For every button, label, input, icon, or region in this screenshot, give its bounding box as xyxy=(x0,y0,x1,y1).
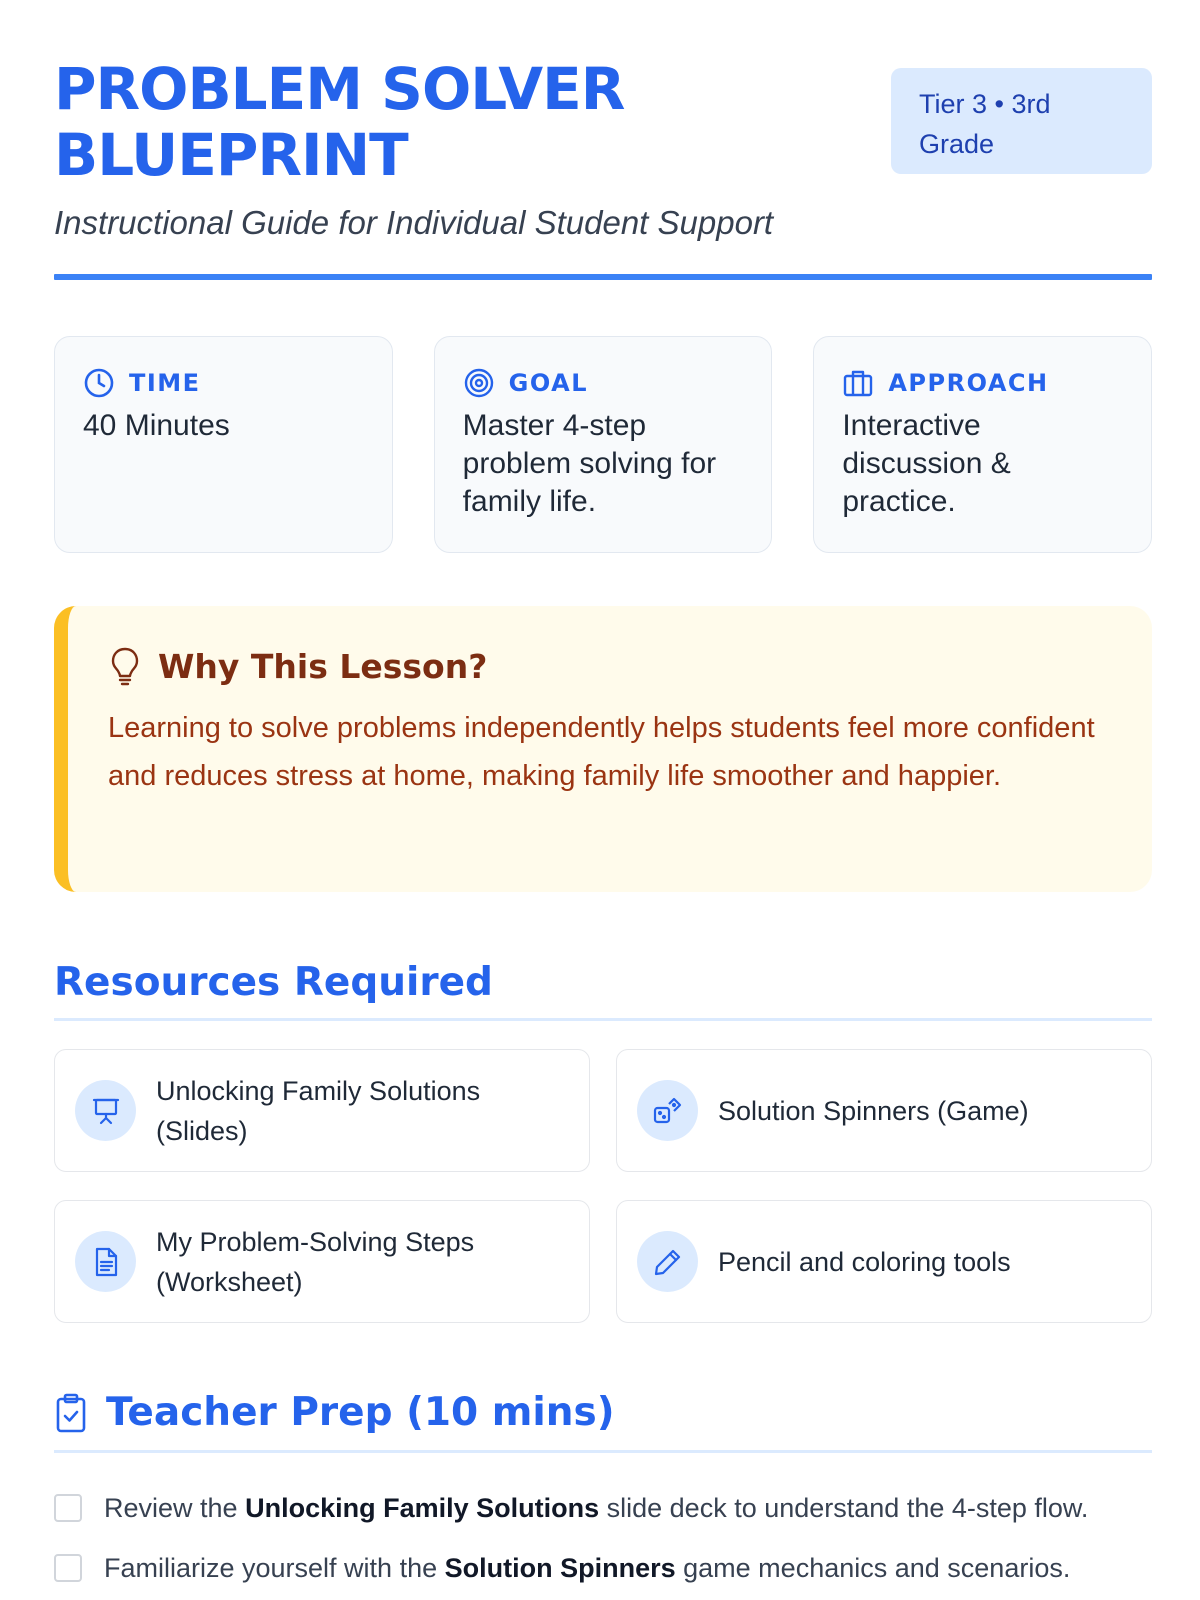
header xyxy=(54,0,1152,282)
time-value: 40 Minutes xyxy=(83,409,230,442)
checklist-text: Familiarize yourself with the Solution Spinners game mechanics and scenarios. xyxy=(104,1552,1071,1583)
target-icon xyxy=(463,367,495,399)
checklist-text: Review the Unlocking Family Solutions slide deck to understand the 4-step flow. xyxy=(104,1492,1089,1523)
resource-label: Unlocking Family Solutions (Slides) xyxy=(156,1075,481,1146)
page-title: PROBLEM SOLVER BLUEPRINT xyxy=(54,55,625,189)
approach-card xyxy=(813,336,1152,553)
resource-pencil[interactable] xyxy=(616,1200,1152,1323)
resource-game[interactable] xyxy=(616,1049,1152,1172)
why-this-lesson-callout xyxy=(54,606,1152,892)
teacher-prep-title: Teacher Prep (10 mins) xyxy=(106,1390,615,1435)
checkbox[interactable] xyxy=(54,1494,82,1522)
clipboard-check-icon xyxy=(54,1393,88,1433)
briefcase-icon xyxy=(842,367,874,399)
resources-title: Resources Required xyxy=(54,960,493,1005)
dice-icon xyxy=(637,1080,698,1141)
lesson-page xyxy=(54,0,1152,1583)
lightbulb-icon xyxy=(108,646,142,686)
resources-grid xyxy=(54,1049,1152,1323)
time-card xyxy=(54,336,393,553)
why-text: Learning to solve problems independently helps students feel more confident and reduces stress at home, making family life smoother and happier. xyxy=(108,712,1095,792)
teacher-prep-checklist xyxy=(54,1478,1152,1598)
resource-worksheet[interactable] xyxy=(54,1200,590,1323)
pencil-icon xyxy=(637,1231,698,1292)
approach-value: Interactive discussion & practice. xyxy=(842,409,1011,518)
goal-value: Master 4-step problem solving for family life. xyxy=(462,409,717,518)
teacher-prep-divider xyxy=(54,1450,1152,1453)
document-icon xyxy=(75,1231,136,1292)
why-title: Why This Lesson? xyxy=(158,646,488,686)
checklist-item xyxy=(54,1538,1152,1598)
approach-label: APPROACH xyxy=(888,369,1049,397)
checklist-item xyxy=(54,1478,1152,1538)
presentation-icon xyxy=(75,1080,136,1141)
header-divider xyxy=(54,274,1152,280)
time-label: TIME xyxy=(129,369,201,397)
resources-divider xyxy=(54,1018,1152,1021)
resource-label: My Problem-Solving Steps (Worksheet) xyxy=(156,1226,475,1297)
teacher-prep-heading xyxy=(54,1390,615,1435)
goal-card xyxy=(434,336,773,553)
resource-label: Solution Spinners (Game) xyxy=(718,1095,1029,1126)
resource-slides[interactable] xyxy=(54,1049,590,1172)
resource-label: Pencil and coloring tools xyxy=(718,1246,1011,1277)
info-cards xyxy=(54,336,1152,553)
checkbox[interactable] xyxy=(54,1554,82,1582)
page-subtitle: Instructional Guide for Individual Student Support xyxy=(54,204,774,241)
goal-label: GOAL xyxy=(508,369,588,397)
clock-icon xyxy=(83,367,115,399)
tier-grade-badge: Tier 3 • 3rd Grade xyxy=(891,68,1152,174)
